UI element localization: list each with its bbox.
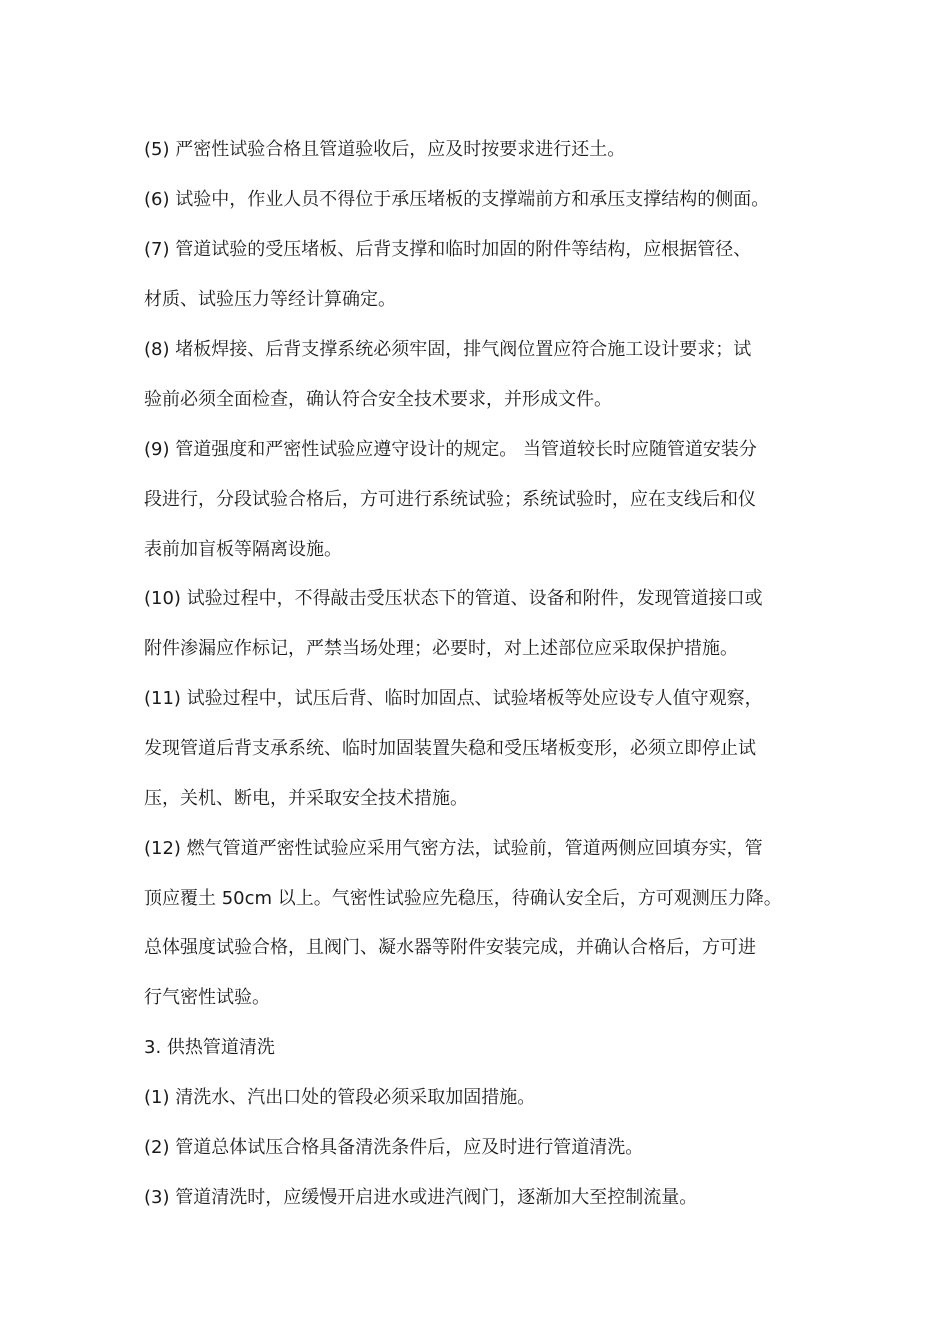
text-line: 行气密性试验。 bbox=[144, 987, 270, 1008]
text-line: (7) 管道试验的受压堵板、后背支撑和临时加固的附件等结构，应根据管径、 bbox=[144, 239, 752, 260]
text-line: 验前必须全面检查，确认符合安全技术要求，并形成文件。 bbox=[144, 389, 612, 410]
section-heading: 3. 供热管道清洗 bbox=[144, 1037, 275, 1058]
text-line: (3) 管道清洗时，应缓慢开启进水或进汽阀门，逐渐加大至控制流量。 bbox=[144, 1187, 698, 1208]
text-line: 附件渗漏应作标记，严禁当场处理；必要时，对上述部位应采取保护措施。 bbox=[144, 638, 738, 659]
text-line: 材质、试验压力等经计算确定。 bbox=[144, 289, 396, 310]
text-line: 压，关机、断电，并采取安全技术措施。 bbox=[144, 788, 468, 809]
text-line: 段进行，分段试验合格后，方可进行系统试验；系统试验时，应在支线后和仪 bbox=[144, 489, 756, 510]
text-line: (12) 燃气管道严密性试验应采用气密方法，试验前，管道两侧应回填夯实，管 bbox=[144, 838, 763, 859]
text-line: (8) 堵板焊接、后背支撑系统必须牢固，排气阀位置应符合施工设计要求；试 bbox=[144, 339, 752, 360]
text-line: (5) 严密性试验合格且管道验收后，应及时按要求进行还土。 bbox=[144, 139, 626, 160]
text-line: (1) 清洗水、汽出口处的管段必须采取加固措施。 bbox=[144, 1087, 536, 1108]
text-line: (2) 管道总体试压合格具备清洗条件后，应及时进行管道清洗。 bbox=[144, 1137, 644, 1158]
text-line: 顶应覆土 50cm 以上。气密性试验应先稳压，待确认安全后，方可观测压力降。 bbox=[144, 888, 782, 909]
text-line: 发现管道后背支承系统、临时加固装置失稳和受压堵板变形，必须立即停止试 bbox=[144, 738, 756, 759]
text-line: (11) 试验过程中，试压后背、临时加固点、试验堵板等处应设专人值守观察， bbox=[144, 688, 763, 709]
text-line: (9) 管道强度和严密性试验应遵守设计的规定。 当管道较长时应随管道安装分 bbox=[144, 439, 757, 460]
text-line: 表前加盲板等隔离设施。 bbox=[144, 539, 342, 560]
text-line: (6) 试验中，作业人员不得位于承压堵板的支撑端前方和承压支撑结构的侧面。 bbox=[144, 189, 770, 210]
text-line: 总体强度试验合格，且阀门、凝水器等附件安装完成，并确认合格后，方可进 bbox=[144, 937, 756, 958]
text-line: (10) 试验过程中，不得敲击受压状态下的管道、设备和附件，发现管道接口或 bbox=[144, 588, 763, 609]
